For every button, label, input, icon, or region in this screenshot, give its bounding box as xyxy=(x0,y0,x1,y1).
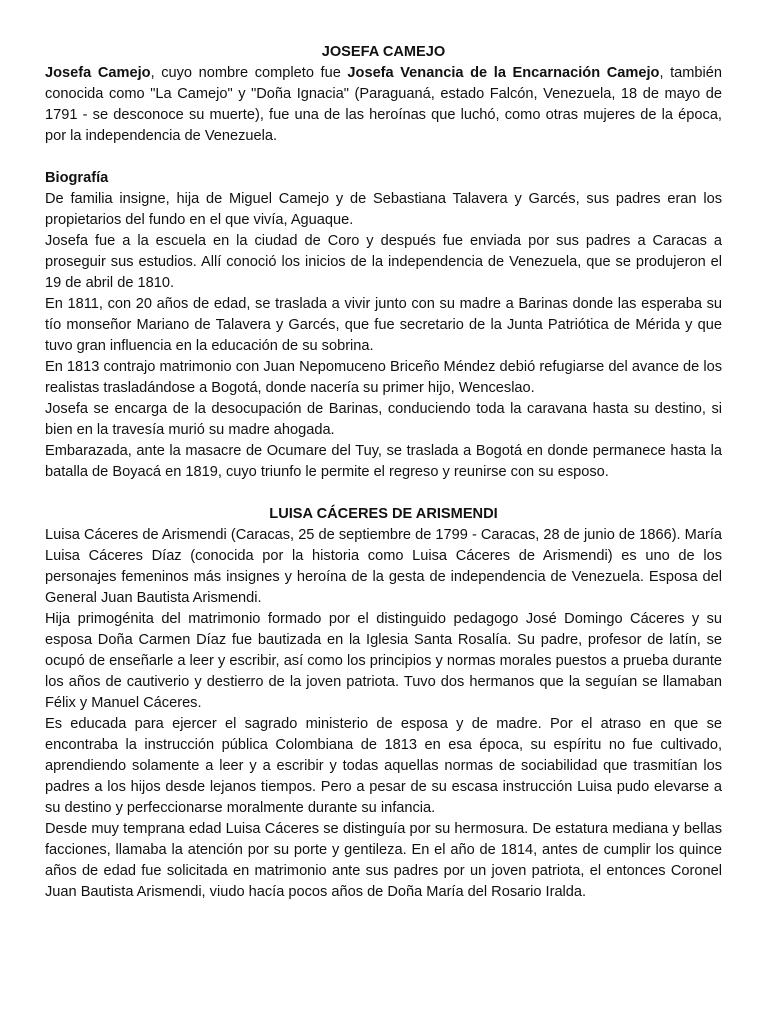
biography-paragraph: En 1811, con 20 años de edad, se traslada a vivir junto con su madre a Barinas donde las esperaba su tío monseñor Mariano de Talavera y Garcés, que fue secretario de la Junta Patriótica de Mérida y que tuvo gran influencia en la educación de su sobrina. xyxy=(45,296,722,354)
section-title-luisa-caceres: LUISA CÁCERES DE ARISMENDI xyxy=(269,506,498,522)
section-title-josefa-camejo: JOSEFA CAMEJO xyxy=(321,44,446,60)
biography-paragraph: Embarazada, ante la masacre de Ocumare del Tuy, se traslada a Bogotá en donde permanece hasta la batalla de Boyacá en 1819, cuyo triunfo le permite el regreso y reunirse con su esposo. xyxy=(45,443,722,480)
luisa-paragraph: Hija primogénita del matrimonio formado por el distinguido pedagogo José Domingo Cáceres y su esposa Doña Carmen Díaz fue bautizada en la Iglesia Santa Rosalía. Su padre, profesor de latín, se ocupó de enseñarle a leer y escribir, así como los principios y normas morales puestos a prueba durante los años de cautiverio y destierro de la joven patriota. Tuvo dos hermanos que la seguían se llamaban Félix y Manuel Cáceres. xyxy=(45,611,722,711)
spacer xyxy=(45,483,722,504)
biography-heading: Biografía xyxy=(45,170,109,186)
intro-full-name: Josefa Venancia de la Encarnación Camejo xyxy=(347,65,660,81)
intro-paragraph xyxy=(45,63,722,147)
luisa-paragraph: Es educada para ejercer el sagrado ministerio de esposa y de madre. Por el atraso en que se encontraba la instrucción pública Colombiana de 1813 en esa época, su espíritu no fue cultivado, aprendiendo solamente a leer y a escribir y todas aquellas normas de sociabilidad que trasmitían los padres a los hijos desde lejanos tiempos. Pero a pesar de su escasa instrucción Luisa pudo elevarse a su destino y perfeccionarse moralmente durante su infancia. xyxy=(45,716,722,816)
biography-paragraph: De familia insigne, hija de Miguel Camejo y de Sebastiana Talavera y Garcés, sus padres eran los propietarios del fundo en el que vivía, Aguaque. xyxy=(45,191,722,228)
biography-paragraph: En 1813 contrajo matrimonio con Juan Nepomuceno Briceño Méndez debió refugiarse del avance de los realistas trasladándose a Bogotá, donde nacería su primer hijo, Wenceslao. xyxy=(45,359,722,396)
spacer xyxy=(45,147,722,168)
biography-paragraph: Josefa fue a la escuela en la ciudad de Coro y después fue enviada por sus padres a Caracas a proseguir sus estudios. Allí conoció los inicios de la independencia de Venezuela, que se produjeron el 19 de abril de 1810. xyxy=(45,233,722,291)
luisa-paragraph: Desde muy temprana edad Luisa Cáceres se distinguía por su hermosura. De estatura mediana y bellas facciones, llamaba la atención por su porte y gentileza. En el año de 1814, antes de cumplir los quince años de edad fue solicitada en matrimonio ante sus padres por un joven patriota, el entonces Coronel Juan Bautista Arismendi, viudo hacía pocos años de Doña María del Rosario Iralda. xyxy=(45,821,722,900)
intro-name: Josefa Camejo xyxy=(45,65,151,81)
luisa-paragraph: Luisa Cáceres de Arismendi (Caracas, 25 de septiembre de 1799 - Caracas, 28 de junio de 1866). María Luisa Cáceres Díaz (conocida por la historia como Luisa Cáceres de Arismendi) es uno de los personajes femeninos más insignes y heroína de la gesta de independencia de Venezuela. Esposa del General Juan Bautista Arismendi. xyxy=(45,527,722,606)
biography-paragraph: Josefa se encarga de la desocupación de Barinas, conduciendo toda la caravana hasta su destino, si bien en la travesía murió su madre ahogada. xyxy=(45,401,722,438)
intro-text-1: , cuyo nombre completo fue xyxy=(150,65,348,81)
intro-text-2: , también conocida como "La Camejo" y "Doña Ignacia" (Paraguaná, estado Falcón, Venezuela, 18 de mayo de 1791 - se desconoce su muerte), fue una de las heroínas que luchó, como otras mujeres de la época, por la independencia de Venezuela. xyxy=(45,65,723,144)
